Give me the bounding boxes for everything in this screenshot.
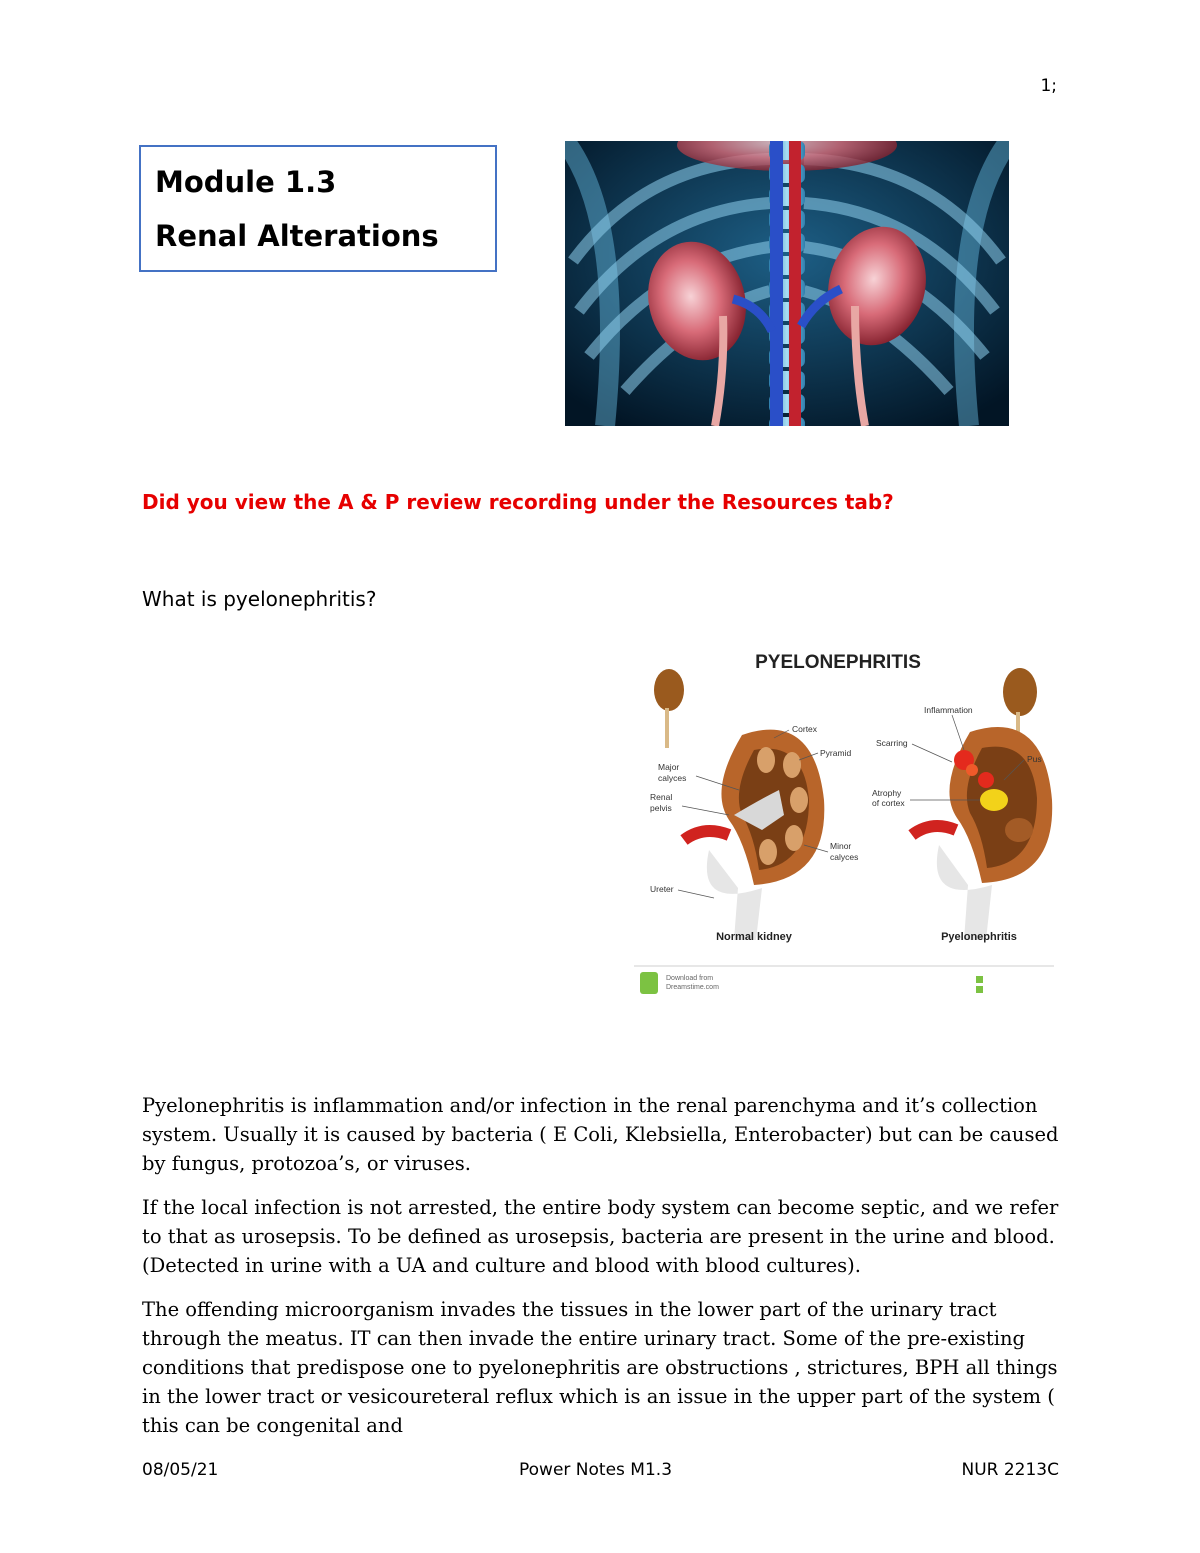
label-scarring: Scarring	[876, 738, 908, 748]
resources-question: Did you view the A & P review recording under the Resources tab?	[142, 490, 894, 514]
kidney-xray-illustration	[565, 141, 1009, 426]
label-cortex: Cortex	[792, 724, 818, 734]
label-pyramid: Pyramid	[820, 748, 852, 758]
paragraph-urosepsis: If the local infection is not arrested, the entire body system can become septic, and we refer to that as urosepsis. To be defined as urosepsis, bacteria are present in the urine and blood. (Detected in urine with a UA and culture and blood with blood cultures).	[142, 1196, 1059, 1277]
label-atrophy-2: of cortex	[872, 798, 905, 808]
label-pus: Pus	[1027, 754, 1042, 764]
module-title-box	[139, 145, 497, 272]
label-inflammation: Inflammation	[924, 705, 973, 715]
watermark-line1: Download from	[666, 975, 714, 982]
diagram-title: PYELONEPHRITIS	[755, 652, 921, 673]
section-heading: What is pyelonephritis?	[142, 587, 377, 611]
paragraph-pathophysiology: The offending microorganism invades the tissues in the lower part of the urinary tract through the meatus. IT can then invade the entire urinary tract. Some of the pre-existing conditions that predispose one to pyelonephritis are obstructions , strictures, BPH all things in the lower tract or vesicoureteral reflux which is an issue in the upper part of the system ( this can be congenital and	[142, 1298, 1058, 1437]
module-title: Renal Alterations	[155, 219, 439, 253]
body-text	[142, 1091, 1062, 1455]
dreamstime-logo-icon	[640, 972, 658, 994]
footer-title: Power Notes M1.3	[519, 1460, 673, 1480]
label-minor-calyces-2: calyces	[830, 852, 859, 862]
caption-normal-kidney: Normal kidney	[716, 931, 792, 943]
footer-date: 08/05/21	[142, 1460, 219, 1480]
label-ureter: Ureter	[650, 884, 674, 894]
label-major-calyces-1: Major	[658, 762, 680, 772]
footer-course: NUR 2213C	[961, 1460, 1059, 1480]
pyelonephritis-diagram	[634, 640, 1054, 1002]
caption-pyelonephritis: Pyelonephritis	[941, 931, 1017, 943]
module-number: Module 1.3	[155, 165, 337, 199]
label-renal-pelvis-2: pelvis	[650, 803, 672, 813]
label-renal-pelvis-1: Renal	[650, 792, 673, 802]
label-atrophy-1: Atrophy	[872, 788, 902, 798]
paragraph-definition: Pyelonephritis is inflammation and/or infection in the renal parenchyma and it’s collection system. Usually it is caused by bacteria ( E Coli, Klebsiella, Enterobacter) but can be caused by fungus, protozoa’s, or viruses.	[142, 1094, 1059, 1175]
label-minor-calyces-1: Minor	[830, 841, 852, 851]
normal-kidney-illustration	[684, 730, 824, 940]
watermark-line2: Dreamstime.com	[666, 984, 719, 991]
label-major-calyces-2: calyces	[658, 773, 687, 783]
page-number: 1;	[1040, 76, 1057, 96]
